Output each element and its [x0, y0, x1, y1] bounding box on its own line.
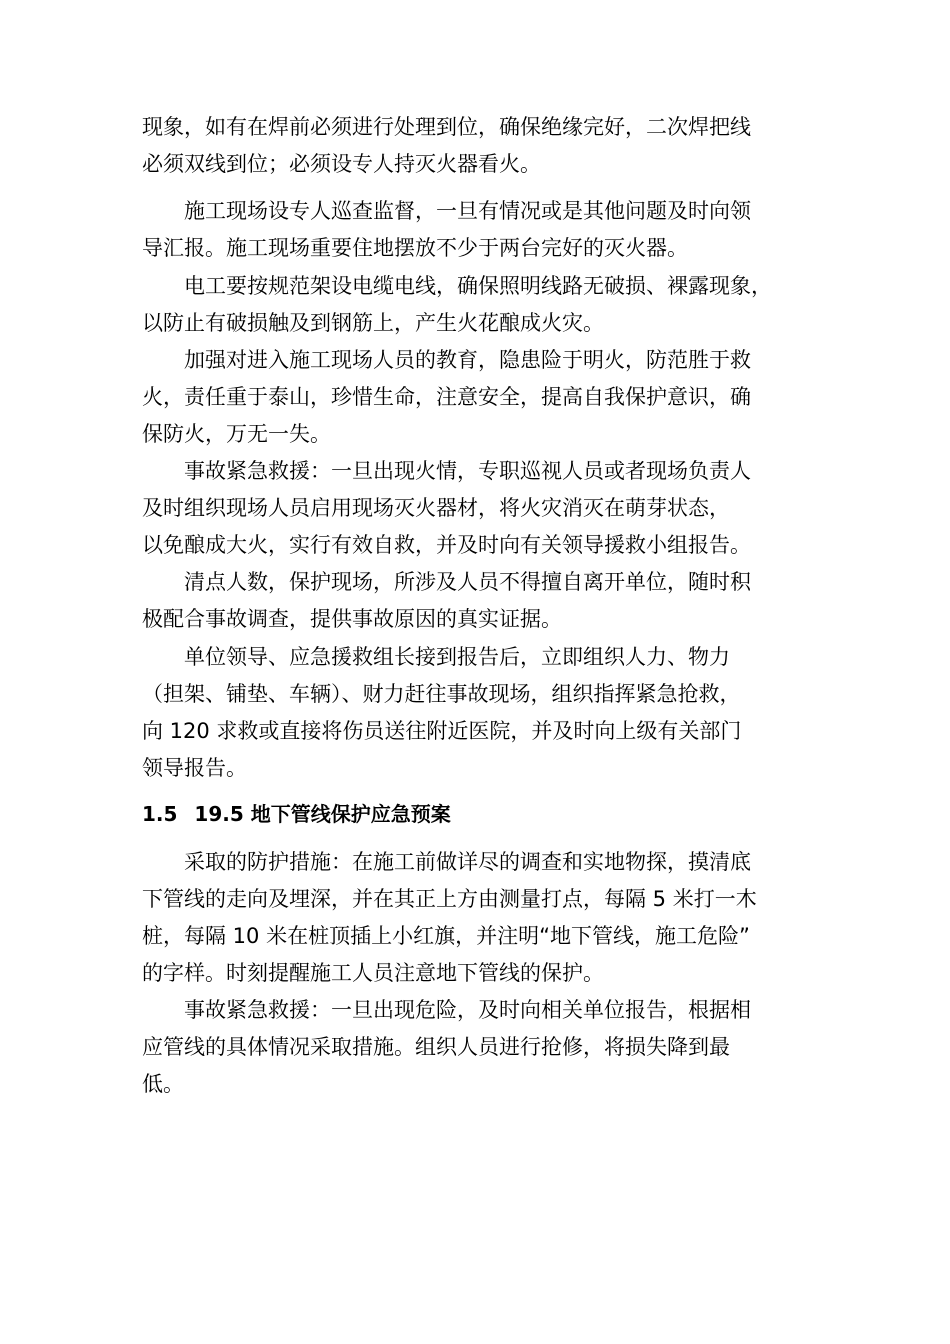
paragraph-line: 极配合事故调查，提供事故原因的真实证据。	[142, 607, 562, 631]
paragraph-line: 火，责任重于泰山，珍惜生命，注意安全，提高自我保护意识，确	[142, 385, 751, 409]
paragraph-line: 采取的防护措施：在施工前做详尽的调查和实地物探，摸清底	[142, 850, 751, 874]
paragraph-line: 事故紧急救援：一旦出现危险，及时向相关单位报告，根据相	[142, 998, 751, 1022]
paragraph-line: 保防火，万无一失。	[142, 422, 331, 446]
paragraph-line: 向 120 求救或直接将伤员送往附近医院，并及时向上级有关部门	[142, 719, 742, 743]
paragraph-line: 的字样。时刻提醒施工人员注意地下管线的保护。	[142, 961, 604, 985]
paragraph-line: 应管线的具体情况采取措施。组织人员进行抢修，将损失降到最	[142, 1035, 730, 1059]
paragraph-line: （担架、铺垫、车辆）、财力赶往事故现场，组织指挥紧急抢救，	[142, 682, 741, 706]
paragraph-line: 及时组织现场人员启用现场灭火器材，将火灾消灭在萌芽状态，	[142, 496, 730, 520]
paragraph-line: 施工现场设专人巡查监督，一旦有情况或是其他问题及时向领	[142, 199, 751, 223]
paragraph-line: 低。	[142, 1072, 184, 1096]
paragraph-line: 下管线的走向及埋深，并在其正上方由测量打点，每隔 5 米打一木	[142, 887, 757, 911]
paragraph-line: 单位领导、应急援救组长接到报告后，立即组织人力、物力	[142, 645, 730, 669]
section-number: 1.5	[142, 802, 178, 826]
paragraph-line: 领导报告。	[142, 756, 247, 780]
paragraph-line: 桩，每隔 10 米在桩顶插上小红旗，并注明“地下管线，施工危险”	[142, 924, 750, 948]
paragraph-line: 事故紧急救援：一旦出现火情，专职巡视人员或者现场负责人	[142, 459, 751, 483]
paragraph-line: 加强对进入施工现场人员的教育，隐患险于明火，防范胜于救	[142, 348, 751, 372]
paragraph-line: 以免酿成大火，实行有效自救，并及时向有关领导援救小组报告。	[142, 533, 751, 557]
section-heading	[142, 800, 822, 828]
paragraph-line: 以防止有破损触及到钢筋上，产生火花酿成火灾。	[142, 311, 604, 335]
paragraph-line: 导汇报。施工现场重要住地摆放不少于两台完好的灭火器。	[142, 236, 688, 260]
paragraph-line: 必须双线到位；必须设专人持灭火器看火。	[142, 152, 541, 176]
paragraph-line: 电工要按规范架设电缆电线，确保照明线路无破损、裸露现象，	[142, 274, 772, 298]
paragraph-line: 清点人数，保护现场，所涉及人员不得擅自离开单位，随时积	[142, 570, 751, 594]
section-title: 19.5 地下管线保护应急预案	[194, 802, 451, 826]
paragraph-line: 现象，如有在焊前必须进行处理到位，确保绝缘完好，二次焊把线	[142, 115, 751, 139]
